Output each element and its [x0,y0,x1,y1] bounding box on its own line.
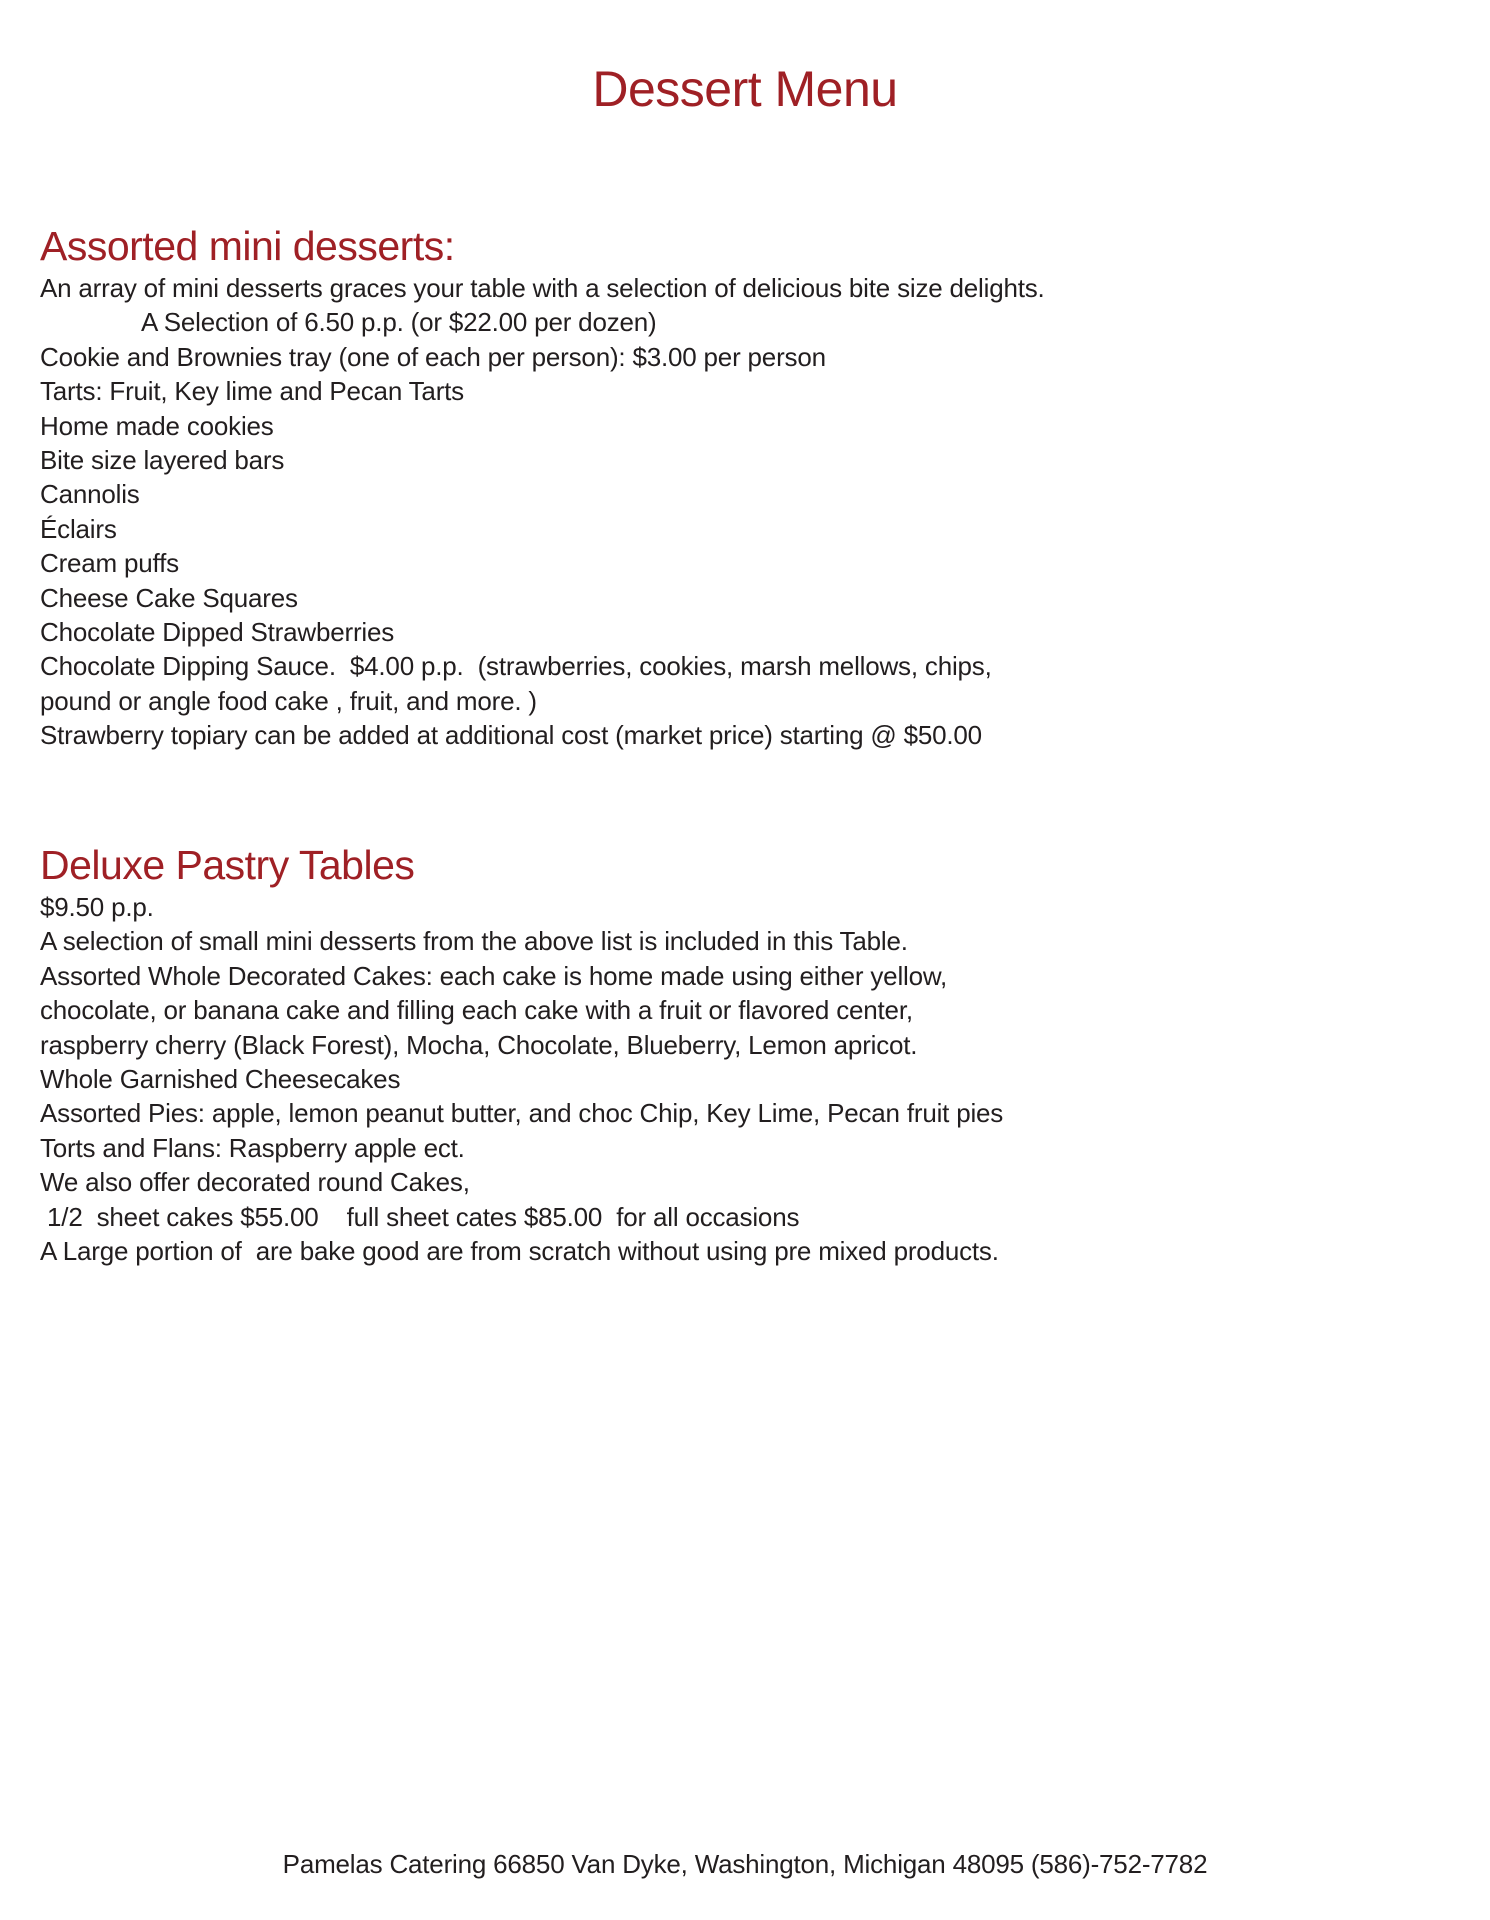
menu-line: Whole Garnished Cheesecakes [40,1064,401,1095]
menu-line: Cream puffs [40,548,179,579]
page-title: Dessert Menu [592,61,898,117]
menu-line: chocolate, or banana cake and filling each cake with a fruit or flavored center, [40,995,913,1026]
menu-line: A Large portion of are bake good are from scratch without using pre mixed products. [40,1236,999,1267]
menu-line: A selection of small mini desserts from the above list is included in this Table. [40,926,908,957]
menu-line: Home made cookies [40,410,274,441]
section-deluxe-pastry-tables [40,841,1450,1268]
menu-line: 1/2 sheet cakes $55.00 full sheet cates $85.00 for all occasions [40,1201,800,1232]
footer-text: Pamelas Catering 66850 Van Dyke, Washington, Michigan 48095 (586)-752-7782 [282,1849,1208,1879]
menu-line: Torts and Flans: Raspberry apple ect. [40,1132,465,1163]
menu-line: Strawberry topiary can be added at additional cost (market price) starting @ $50.00 [40,720,982,751]
section-heading-deluxe-pastry-tables: Deluxe Pastry Tables [40,842,415,888]
menu-line: Cannolis [40,479,140,510]
menu-line: A Selection of 6.50 p.p. (or $22.00 per dozen) [141,307,657,338]
menu-line: Bite size layered bars [40,445,285,476]
menu-line: We also offer decorated round Cakes, [40,1167,470,1198]
menu-line: Assorted Pies: apple, lemon peanut butter, and choc Chip, Key Lime, Pecan fruit pies [40,1098,1004,1129]
menu-line: Chocolate Dipped Strawberries [40,617,395,648]
section-heading-assorted-mini-desserts: Assorted mini desserts: [40,223,455,269]
menu-line: Éclairs [40,513,117,544]
menu-line: Tarts: Fruit, Key lime and Pecan Tarts [40,376,464,407]
section-lines-assorted-mini-desserts [40,271,1450,753]
menu-line: Assorted Whole Decorated Cakes: each cake is home made using either yellow, [40,960,948,991]
menu-line: Cookie and Brownies tray (one of each per person): $3.00 per person [40,341,826,372]
section-assorted-mini-desserts [40,222,1450,753]
menu-line: Chocolate Dipping Sauce. $4.00 p.p. (strawberries, cookies, marsh mellows, chips, [40,651,992,682]
menu-line: Cheese Cake Squares [40,582,298,613]
section-lines-deluxe-pastry-tables [40,890,1450,1268]
menu-line: raspberry cherry (Black Forest), Mocha, Chocolate, Blueberry, Lemon apricot. [40,1029,918,1060]
menu-line: pound or angle food cake , fruit, and more. ) [40,685,537,716]
menu-line: $9.50 p.p. [40,892,154,922]
menu-line: An array of mini desserts graces your table with a selection of delicious bite size delights. [40,273,1045,303]
